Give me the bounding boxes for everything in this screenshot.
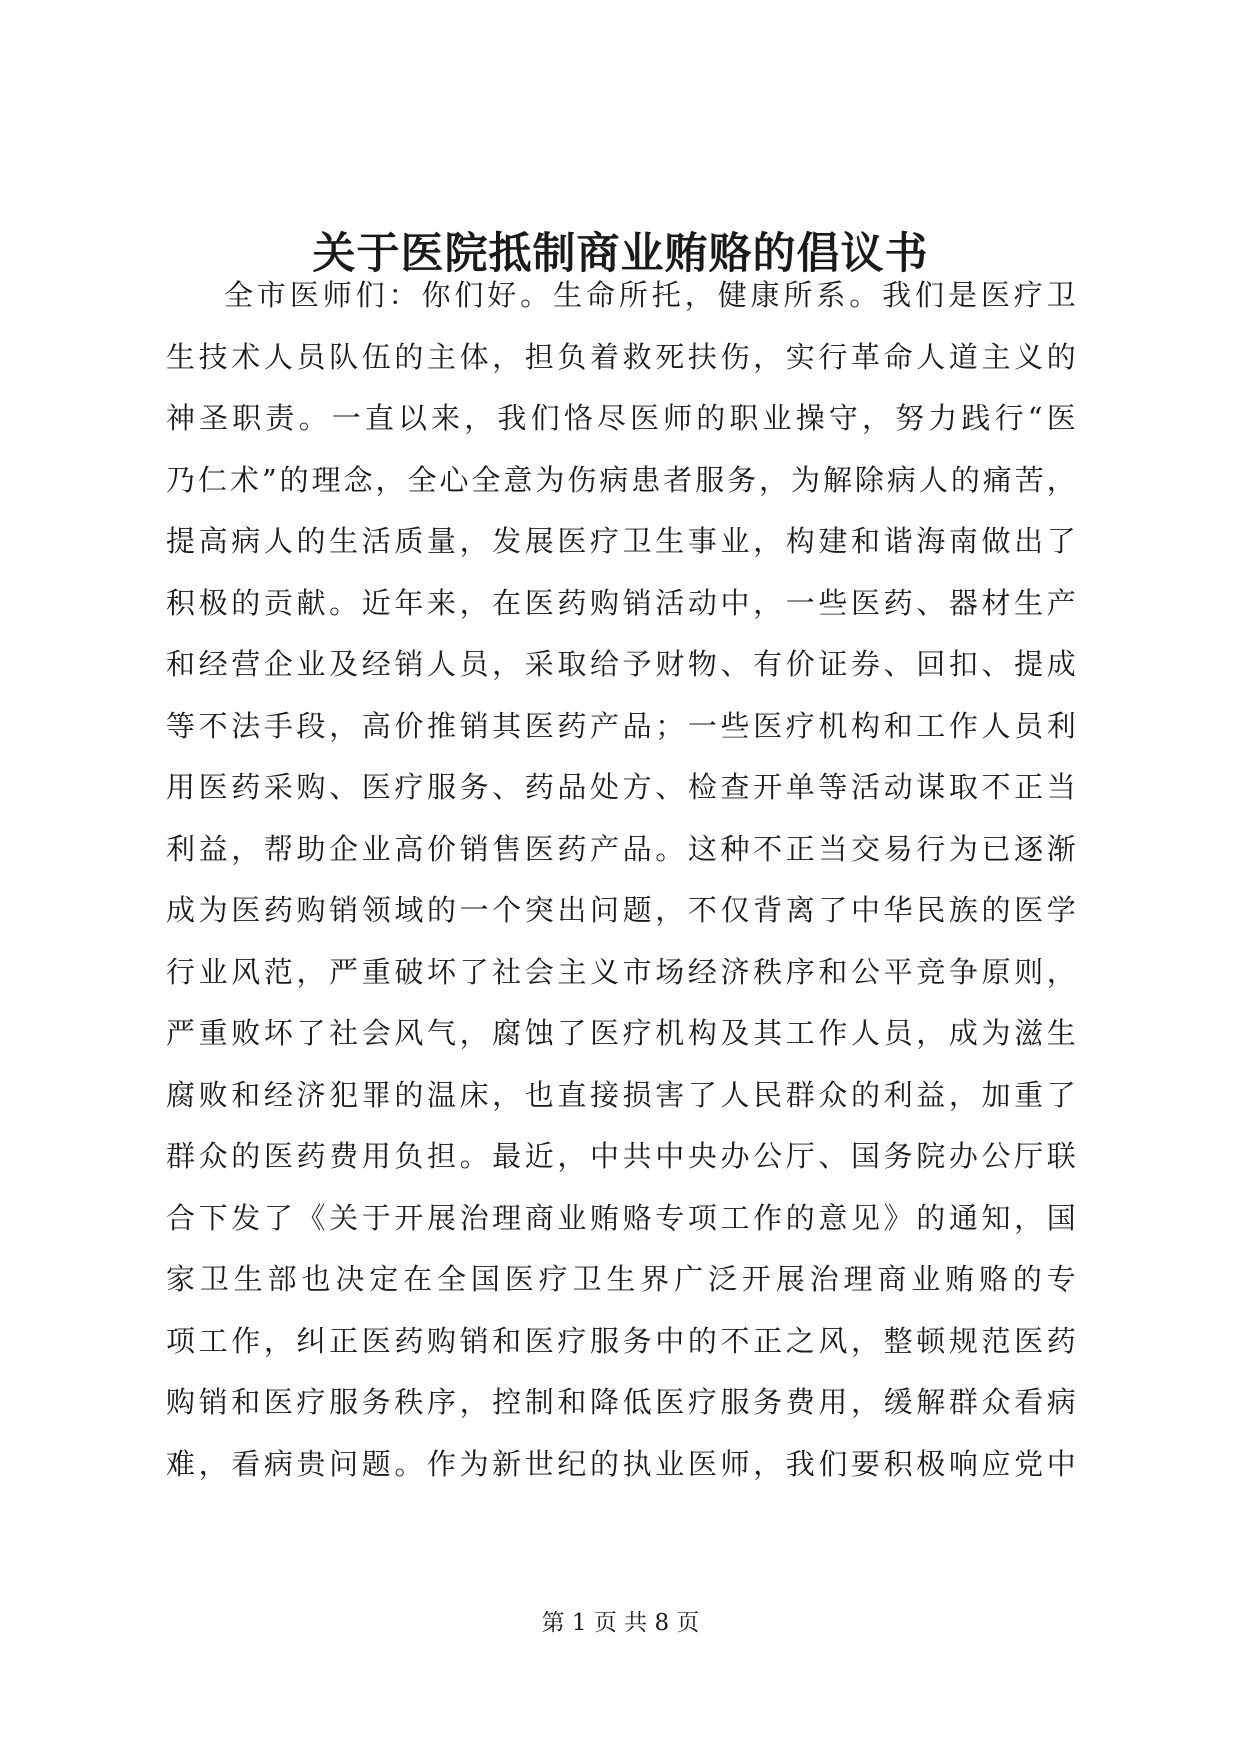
body-line: 神圣职责。一直以来，我们恪尽医师的职业操守，努力践行“医 <box>166 401 1076 435</box>
body-line: 积极的贡献。近年来，在医药购销活动中，一些医药、器材生产 <box>166 585 1076 620</box>
body-line: 项工作，纠正医药购销和医疗服务中的不正之风，整顿规范医药 <box>166 1323 1076 1358</box>
document-title: 关于医院抵制商业贿赂的倡议书 <box>312 229 929 279</box>
body-line: 成为医药购销领域的一个突出问题，不仅背离了中华民族的医学 <box>166 893 1076 927</box>
document-body <box>166 265 1076 1495</box>
body-line: 利益，帮助企业高价销售医药产品。这种不正当交易行为已逐渐 <box>166 831 1076 866</box>
body-line: 生技术人员队伍的主体，担负着救死扶伤，实行革命人道主义的 <box>166 339 1076 374</box>
body-line: 乃仁术”的理念，全心全意为伤病患者服务，为解除病人的痛苦， <box>166 462 1076 497</box>
body-line: 群众的医药费用负担。最近，中共中央办公厅、国务院办公厅联 <box>166 1139 1076 1173</box>
body-line: 全市医师们：你们好。生命所托，健康所系。我们是医疗卫 <box>224 278 1076 312</box>
body-line: 等不法手段，高价推销其医药产品；一些医疗机构和工作人员利 <box>166 708 1076 743</box>
body-line: 行业风范，严重破坏了社会主义市场经济秩序和公平竞争原则， <box>166 954 1076 989</box>
body-line: 难，看病贵问题。作为新世纪的执业医师，我们要积极响应党中 <box>166 1446 1076 1481</box>
body-line: 家卫生部也决定在全国医疗卫生界广泛开展治理商业贿赂的专 <box>166 1262 1076 1296</box>
body-line: 严重败坏了社会风气，腐蚀了医疗机构及其工作人员，成为滋生 <box>166 1016 1076 1050</box>
body-line: 腐败和经济犯罪的温床，也直接损害了人民群众的利益，加重了 <box>166 1077 1076 1112</box>
body-line: 购销和医疗服务秩序，控制和降低医疗服务费用，缓解群众看病 <box>166 1385 1076 1419</box>
body-line: 用医药采购、医疗服务、药品处方、检查开单等活动谋取不正当 <box>166 770 1076 804</box>
page-number: 第 1 页 共 8 页 <box>541 1610 700 1636</box>
body-line: 提高病人的生活质量，发展医疗卫生事业，构建和谐海南做出了 <box>166 524 1076 558</box>
body-line: 合下发了《关于开展治理商业贿赂专项工作的意见》的通知，国 <box>166 1200 1076 1235</box>
body-line: 和经营企业及经销人员，采取给予财物、有价证券、回扣、提成 <box>166 647 1076 681</box>
